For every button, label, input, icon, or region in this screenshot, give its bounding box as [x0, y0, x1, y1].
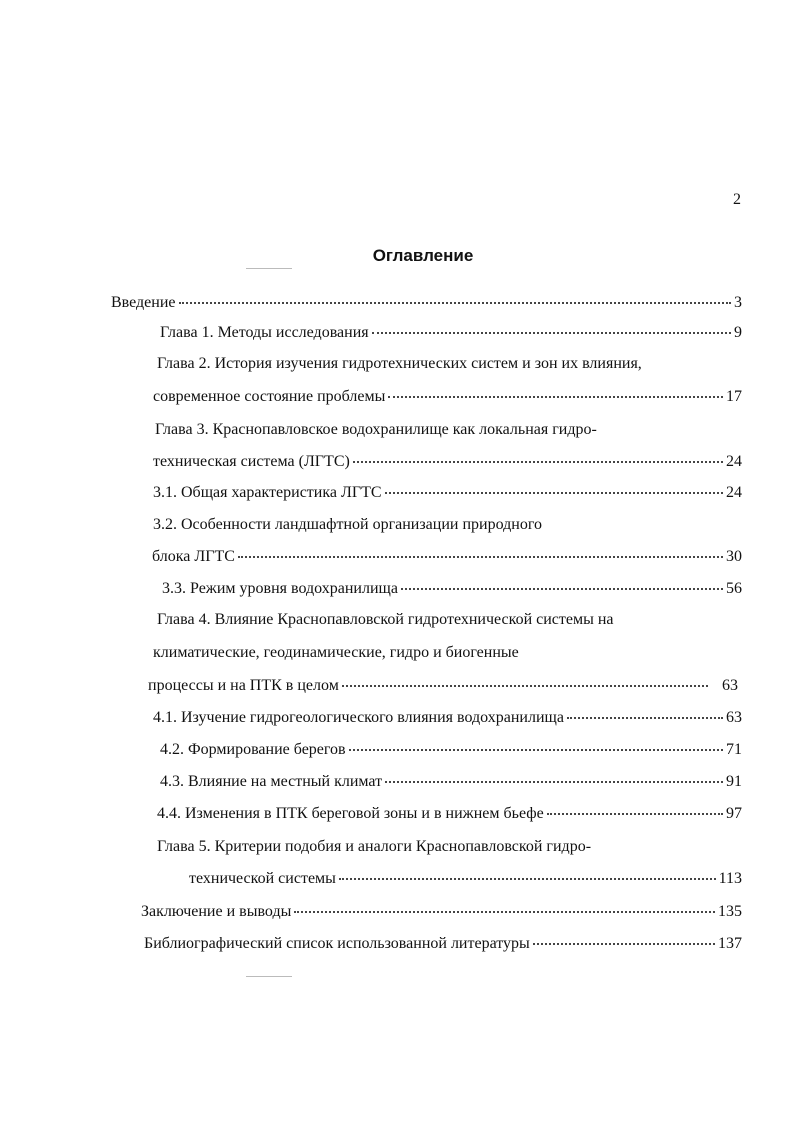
toc-entry-chapter-5-line-1[interactable]: Глава 5. Критерии подобия и аналоги Краснопавловской гидро-: [157, 838, 592, 855]
dot-leader: [385, 491, 723, 494]
dot-leader: [533, 942, 715, 945]
toc-entry-page: 91: [726, 773, 742, 790]
toc-entry-chapter-4[interactable]: [148, 677, 738, 695]
toc-entry-chapter-3-line-1[interactable]: Глава 3. Краснопавловское водохранилище как локальная гидро-: [155, 421, 597, 438]
toc-entry-page: 137: [718, 935, 742, 952]
toc-entry-label: техническая система (ЛГТС): [153, 453, 350, 470]
toc-entry-page: 63: [722, 677, 738, 694]
toc-entry-section-4-3[interactable]: [160, 773, 742, 791]
toc-entry-page: 97: [726, 805, 742, 822]
page-title: Оглавление: [372, 246, 474, 265]
dot-leader: [294, 910, 715, 913]
toc-entry-section-4-4[interactable]: [157, 805, 742, 823]
dot-leader: [342, 684, 708, 687]
toc-entry-section-4-1[interactable]: [153, 709, 742, 727]
toc-entry-page: 71: [726, 741, 742, 758]
toc-entry-chapter-1[interactable]: [160, 324, 742, 342]
toc-entry-chapter-4-line-2[interactable]: климатические, геодинамические, гидро и биогенные: [153, 644, 519, 661]
toc-entry-section-3-1[interactable]: [153, 484, 742, 502]
toc-entry-section-3-2-line-1[interactable]: 3.2. Особенности ландшафтной организации природного: [153, 516, 542, 533]
toc-entry-label: Заключение и выводы: [141, 903, 292, 920]
toc-entry-page: 113: [718, 870, 742, 887]
toc-entry-label: процессы и на ПТК в целом: [148, 677, 339, 694]
toc-entry-intro[interactable]: [111, 294, 742, 312]
toc-entry-page: 3: [734, 294, 742, 311]
dot-leader: [179, 301, 732, 304]
toc-entry-page: 135: [718, 903, 742, 920]
toc-entry-label: 4.2. Формирование берегов: [160, 741, 346, 758]
toc-entry-label: блока ЛГТС: [152, 548, 235, 565]
toc-entry-section-3-3[interactable]: [162, 580, 742, 598]
scan-speck: [246, 268, 292, 269]
toc-entry-chapter-2-line-1[interactable]: Глава 2. История изучения гидротехнических систем и зон их влияния,: [157, 355, 642, 372]
toc-entry-chapter-4-line-1[interactable]: Глава 4. Влияние Краснопавловской гидротехнической системы на: [157, 611, 614, 628]
toc-entry-chapter-2[interactable]: [153, 388, 742, 406]
page-number: 2: [733, 191, 741, 208]
toc-entry-conclusion[interactable]: [141, 903, 742, 921]
toc-entry-page: 56: [726, 580, 742, 597]
toc-entry-label: Библиографический список использованной литературы: [144, 935, 530, 952]
toc-entry-page: 17: [726, 388, 742, 405]
toc-entry-label: 3.1. Общая характеристика ЛГТС: [153, 484, 382, 501]
toc-entry-page: 30: [726, 548, 742, 565]
toc-entry-page: 24: [726, 453, 742, 470]
toc-entry-page: 9: [734, 324, 742, 341]
toc-entry-section-3-2[interactable]: [152, 548, 742, 566]
toc-entry-label: Глава 1. Методы исследования: [160, 324, 369, 341]
toc-entry-label: технической системы: [189, 870, 336, 887]
dot-leader: [385, 780, 723, 783]
toc-entry-chapter-3[interactable]: [153, 453, 742, 471]
dot-leader: [339, 877, 716, 880]
dot-leader: [353, 460, 723, 463]
toc-entry-label: современное состояние проблемы: [153, 388, 386, 405]
toc-entry-label: 4.4. Изменения в ПТК береговой зоны и в нижнем бьефе: [157, 805, 544, 822]
toc-entry-chapter-5[interactable]: [189, 870, 742, 888]
toc-entry-page: 24: [726, 484, 742, 501]
dot-leader: [567, 716, 723, 719]
toc-entry-section-4-2[interactable]: [160, 741, 742, 759]
toc-entry-label: 3.3. Режим уровня водохранилища: [162, 580, 398, 597]
toc-entry-label: 4.1. Изучение гидрогеологического влияния водохранилища: [153, 709, 564, 726]
toc-entry-bibliography[interactable]: [144, 935, 742, 953]
dot-leader: [372, 331, 731, 334]
dot-leader: [388, 395, 723, 398]
toc-entry-label: Введение: [111, 294, 176, 311]
toc-entry-label: 4.3. Влияние на местный климат: [160, 773, 383, 790]
dot-leader: [401, 587, 723, 590]
toc-entry-page: 63: [726, 709, 742, 726]
dot-leader: [238, 555, 723, 558]
dot-leader: [547, 812, 723, 815]
scan-speck: [246, 976, 292, 977]
dot-leader: [349, 748, 723, 751]
